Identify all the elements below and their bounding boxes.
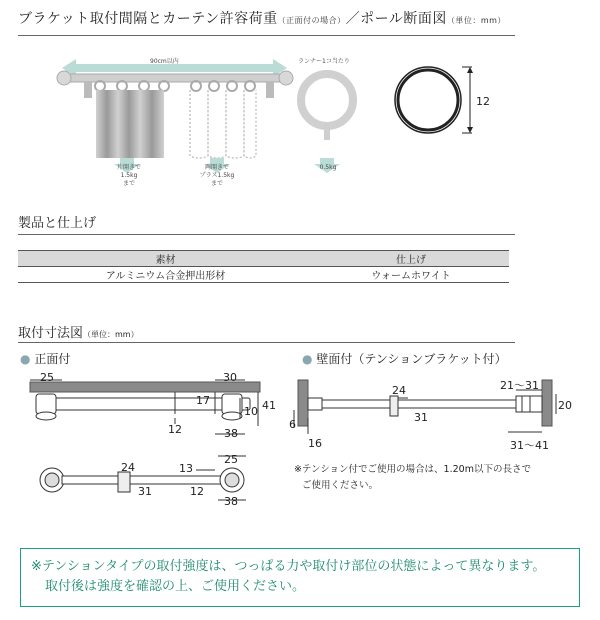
dim-front-31: 31 [138,485,152,498]
wall-mount-label-note: （テンションブラケット付） [352,352,507,366]
dim-wall-31-41: 31〜41 [510,439,549,452]
wall-note [294,462,531,494]
curtain-dashed [190,90,256,158]
runner-ring [301,74,353,126]
dim-wall-31: 31 [414,411,428,424]
bullet-dot-icon: ● [20,352,31,366]
section3-title: 取付寸法図 [18,326,84,341]
wall-right [542,380,552,426]
dim-front-13: 13 [179,462,193,475]
dim-wall-21-31: 21〜31 [500,379,539,392]
spec-row [18,267,509,283]
load1-label [109,164,149,188]
rod-end-left [57,71,71,85]
dim-front-12a: 12 [168,423,182,436]
wall-mount-heading [302,350,507,367]
load2-line1: 両開きで [204,164,229,171]
dim-front-24: 24 [121,461,135,474]
bracket-right [266,82,274,98]
spec-header-row [18,251,509,267]
dim-front-41: 41 [262,399,276,412]
dim-front-25a: 25 [40,371,54,384]
spec-material: アルミニウム合金押出形材 [18,267,313,283]
load2-label [194,164,240,188]
front-rod-side [36,392,250,420]
wall-mount-label: 壁面付 [316,352,353,366]
notice-line2: 取付後は強度を確認の上、ご使用ください。 [45,579,306,594]
front-mount-label: 正面付 [34,352,71,366]
curtain-solid [96,90,164,158]
section1-title: ブラケット取付間隔とカーテン許容荷重 [18,11,278,27]
section2-rule [18,234,515,235]
section3-rule [18,342,515,343]
dim-front-10: 10 [244,405,258,418]
notice-box [20,548,580,607]
load3-label: 0.5kg [319,164,337,171]
load2-line2: プラス1.5kg [199,172,235,179]
pole-section-outer [395,67,461,133]
section3-unit: （単位：mm） [83,330,139,339]
section3-heading [18,322,139,341]
spec-table [18,250,509,283]
dim-front-30: 30 [223,371,237,384]
section1-heading [18,8,506,28]
dim-wall-6: 6 [289,418,296,431]
span-label: 90cm以内 [150,58,179,65]
section1-title2: ポール断面図 [360,11,447,27]
notice-line1: ※テンションタイプの取付強度は、つっぱる力や取付け部位の状態によって異なります。 [31,559,546,574]
spec-header-finish: 仕上げ [313,251,509,267]
front-mount-heading [20,350,70,367]
section1-slash: ／ [345,11,361,27]
dim-front-38b: 38 [224,495,238,508]
section2-title: 製品と仕上げ [18,216,97,231]
runner-label: ランナー1コ当たり [298,58,350,65]
dim-front-17: 17 [196,394,210,407]
dim-wall-16: 16 [308,437,322,450]
bullet-dot-icon: ● [302,352,313,366]
wall-left [298,380,308,426]
curtain-rod [60,74,290,82]
section1-unit: （単位：mm） [446,16,506,25]
pole-diameter-label: 12 [476,95,490,108]
wall-note-line2: ご使用ください。 [302,480,379,491]
wall-note-line1: ※テンション付でご使用の場合は、1.20m以下の長さで [294,464,531,475]
load1-line2: 1.5kg [120,172,138,179]
dim-front-25b: 25 [224,453,238,466]
section1-rule [18,35,515,36]
load1-line1: 片開きで [116,164,141,171]
runner-hook [324,124,330,140]
dim-front-12b: 12 [190,485,204,498]
spec-header-material: 素材 [18,251,313,267]
rod-end-right [279,71,293,85]
bracket-left [84,82,92,98]
dim-wall-24: 24 [392,384,406,397]
load2-line3: まで [210,180,223,187]
load1-line3: まで [122,180,135,187]
spec-finish: ウォームホワイト [313,267,509,283]
section1-title-note: （正面付の場合） [277,16,346,25]
dim-wall-20: 20 [558,399,572,412]
dim-front-38a: 38 [224,427,238,440]
